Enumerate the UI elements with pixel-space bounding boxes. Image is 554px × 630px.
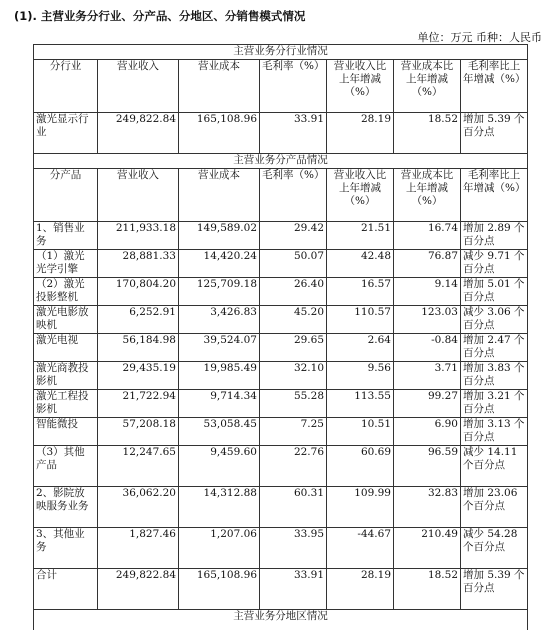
revenue-change-cell: 109.99 — [327, 487, 394, 528]
revenue-change-cell: -44.67 — [327, 528, 394, 569]
industry-section-title-row — [34, 45, 528, 60]
cost-change-cell: 6.90 — [394, 418, 461, 446]
cost-cell: 9,714.34 — [179, 390, 260, 418]
margin-cell: 50.07 — [260, 250, 327, 278]
header-cell: 毛利率比上年增减（%） — [461, 60, 528, 113]
product-section-title-row — [34, 154, 528, 169]
revenue-cell: 1,827.46 — [98, 528, 179, 569]
cost-change-cell: 32.83 — [394, 487, 461, 528]
header-cell: 营业成本比上年增减（%） — [394, 60, 461, 113]
margin-cell: 22.76 — [260, 446, 327, 487]
margin-change-cell: 增加 5.39 个百分点 — [461, 569, 528, 610]
cost-cell: 53,058.45 — [179, 418, 260, 446]
cost-change-cell: 210.49 — [394, 528, 461, 569]
row-label: 2、影院放映服务业务 — [34, 487, 98, 528]
cost-cell: 14,420.24 — [179, 250, 260, 278]
margin-change-cell: 增加 3.13 个百分点 — [461, 418, 528, 446]
row-label: 1、销售业务 — [34, 222, 98, 250]
product-row — [34, 390, 528, 418]
revenue-change-cell: 60.69 — [327, 446, 394, 487]
cost-cell: 9,459.60 — [179, 446, 260, 487]
product-header-row — [34, 169, 528, 222]
margin-change-cell: 增加 2.89 个百分点 — [461, 222, 528, 250]
header-cell: 营业收入比上年增减（%） — [327, 60, 394, 113]
product-row — [34, 528, 528, 569]
product-section-title: 主营业务分产品情况 — [34, 154, 528, 169]
header-cell: 营业成本 — [179, 60, 260, 113]
cost-cell: 3,426.83 — [179, 306, 260, 334]
margin-change-cell: 减少 9.71 个百分点 — [461, 250, 528, 278]
margin-change-cell: 减少 54.28 个百分点 — [461, 528, 528, 569]
industry-section-title: 主营业务分行业情况 — [34, 45, 528, 60]
product-row — [34, 250, 528, 278]
revenue-change-cell: 21.51 — [327, 222, 394, 250]
header-cell: 毛利率（%） — [260, 169, 327, 222]
margin-cell: 29.42 — [260, 222, 327, 250]
margin-cell: 7.25 — [260, 418, 327, 446]
section-heading: (1). 主营业务分行业、分产品、分地区、分销售模式情况 — [14, 8, 305, 24]
margin-change-cell: 增加 23.06 个百分点 — [461, 487, 528, 528]
cost-change-cell: 18.52 — [394, 113, 461, 154]
margin-change-cell: 增加 5.39 个百分点 — [461, 113, 528, 154]
row-label: （1）激光光学引擎 — [34, 250, 98, 278]
row-label: 激光电影放映机 — [34, 306, 98, 334]
industry-row — [34, 113, 528, 154]
revenue-change-cell: 10.51 — [327, 418, 394, 446]
main-business-table — [33, 44, 528, 630]
product-row — [34, 222, 528, 250]
cost-change-cell: 16.74 — [394, 222, 461, 250]
revenue-cell: 57,208.18 — [98, 418, 179, 446]
region-section-title-row — [34, 610, 528, 630]
cost-cell: 165,108.96 — [179, 113, 260, 154]
row-label: 激光显示行业 — [34, 113, 98, 154]
revenue-cell: 170,804.20 — [98, 278, 179, 306]
cost-change-cell: 123.03 — [394, 306, 461, 334]
row-label: 3、其他业务 — [34, 528, 98, 569]
product-row — [34, 334, 528, 362]
revenue-cell: 211,933.18 — [98, 222, 179, 250]
header-cell: 营业成本 — [179, 169, 260, 222]
margin-cell: 33.95 — [260, 528, 327, 569]
row-label: 合计 — [34, 569, 98, 610]
revenue-cell: 28,881.33 — [98, 250, 179, 278]
cost-change-cell: 3.71 — [394, 362, 461, 390]
revenue-change-cell: 9.56 — [327, 362, 394, 390]
revenue-change-cell: 16.57 — [327, 278, 394, 306]
header-cell: 营业收入 — [98, 169, 179, 222]
header-cell: 营业成本比上年增减（%） — [394, 169, 461, 222]
revenue-change-cell: 2.64 — [327, 334, 394, 362]
revenue-cell: 249,822.84 — [98, 113, 179, 154]
row-label: 激光工程投影机 — [34, 390, 98, 418]
revenue-change-cell: 113.55 — [327, 390, 394, 418]
revenue-change-cell: 28.19 — [327, 569, 394, 610]
cost-change-cell: 99.27 — [394, 390, 461, 418]
revenue-cell: 29,435.19 — [98, 362, 179, 390]
header-cell: 营业收入比上年增减（%） — [327, 169, 394, 222]
row-label: 激光电视 — [34, 334, 98, 362]
cost-change-cell: 9.14 — [394, 278, 461, 306]
revenue-cell: 249,822.84 — [98, 569, 179, 610]
product-row — [34, 306, 528, 334]
margin-change-cell: 增加 2.47 个百分点 — [461, 334, 528, 362]
industry-header-row — [34, 60, 528, 113]
margin-cell: 32.10 — [260, 362, 327, 390]
margin-change-cell: 增加 3.21 个百分点 — [461, 390, 528, 418]
margin-cell: 45.20 — [260, 306, 327, 334]
cost-change-cell: 96.59 — [394, 446, 461, 487]
margin-cell: 55.28 — [260, 390, 327, 418]
header-cell: 分产品 — [34, 169, 98, 222]
row-label: （2）激光投影整机 — [34, 278, 98, 306]
revenue-change-cell: 28.19 — [327, 113, 394, 154]
cost-cell: 125,709.18 — [179, 278, 260, 306]
header-cell: 毛利率（%） — [260, 60, 327, 113]
margin-cell: 29.65 — [260, 334, 327, 362]
revenue-cell: 21,722.94 — [98, 390, 179, 418]
cost-cell: 149,589.02 — [179, 222, 260, 250]
margin-cell: 33.91 — [260, 569, 327, 610]
margin-change-cell: 增加 5.01 个百分点 — [461, 278, 528, 306]
cost-cell: 14,312.88 — [179, 487, 260, 528]
margin-cell: 60.31 — [260, 487, 327, 528]
product-row — [34, 446, 528, 487]
region-section-title: 主营业务分地区情况 — [34, 610, 528, 630]
product-row — [34, 278, 528, 306]
revenue-cell: 36,062.20 — [98, 487, 179, 528]
row-label: （3）其他产品 — [34, 446, 98, 487]
margin-cell: 26.40 — [260, 278, 327, 306]
cost-cell: 19,985.49 — [179, 362, 260, 390]
cost-cell: 39,524.07 — [179, 334, 260, 362]
header-cell: 分行业 — [34, 60, 98, 113]
product-row — [34, 362, 528, 390]
margin-change-cell: 减少 3.06 个百分点 — [461, 306, 528, 334]
header-cell: 营业收入 — [98, 60, 179, 113]
product-row — [34, 418, 528, 446]
cost-cell: 1,207.06 — [179, 528, 260, 569]
revenue-change-cell: 42.48 — [327, 250, 394, 278]
revenue-cell: 56,184.98 — [98, 334, 179, 362]
row-label: 智能微投 — [34, 418, 98, 446]
margin-change-cell: 减少 14.11 个百分点 — [461, 446, 528, 487]
product-row — [34, 487, 528, 528]
row-label: 激光商教投影机 — [34, 362, 98, 390]
header-cell: 毛利率比上年增减（%） — [461, 169, 528, 222]
margin-cell: 33.91 — [260, 113, 327, 154]
revenue-cell: 12,247.65 — [98, 446, 179, 487]
margin-change-cell: 增加 3.83 个百分点 — [461, 362, 528, 390]
unit-currency-note: 单位：万元 币种：人民币 — [418, 29, 543, 45]
cost-change-cell: 76.87 — [394, 250, 461, 278]
cost-change-cell: -0.84 — [394, 334, 461, 362]
cost-cell: 165,108.96 — [179, 569, 260, 610]
revenue-change-cell: 110.57 — [327, 306, 394, 334]
cost-change-cell: 18.52 — [394, 569, 461, 610]
revenue-cell: 6,252.91 — [98, 306, 179, 334]
